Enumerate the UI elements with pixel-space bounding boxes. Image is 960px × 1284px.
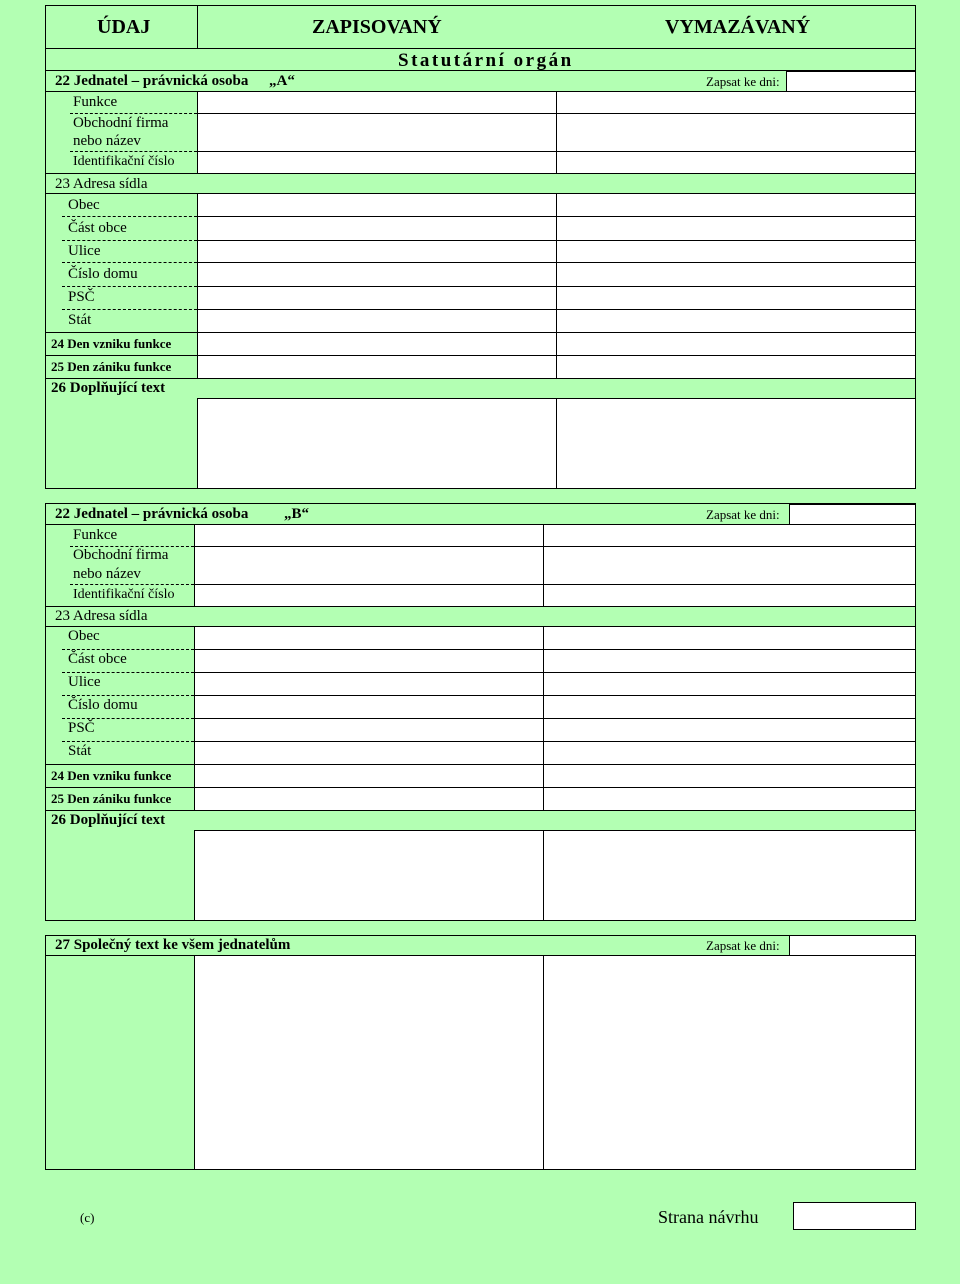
cislo-domu-vymazavany-field[interactable] (543, 695, 916, 719)
psc-vymazavany-field[interactable] (556, 286, 916, 310)
stat-label: Stát (68, 743, 92, 759)
funkce-vymazavany-field[interactable] (543, 524, 916, 547)
identifikacni-cislo-label: Identifikační číslo (73, 154, 175, 169)
obec-zapisovany-field[interactable] (194, 626, 544, 650)
spolecny-text-title: 27 Společný text ke všem jednatelům (55, 937, 291, 953)
zapsat-ke-dni-label: Zapsat ke dni: (706, 507, 780, 522)
stat-zapisovany-field[interactable] (197, 309, 557, 333)
den-vzniku-label: 24 Den vzniku funkce (51, 336, 172, 351)
stat-zapisovany-field[interactable] (194, 741, 544, 765)
obec-label: Obec (68, 628, 100, 644)
den-zaniku-zapisovany-field[interactable] (194, 787, 544, 811)
jednatel-a-title: 22 Jednatel – právnická osoba (55, 73, 249, 89)
ulice-vymazavany-field[interactable] (543, 672, 916, 696)
psc-label: PSČ (68, 720, 95, 736)
nebo-nazev-label: nebo název (73, 133, 141, 149)
den-vzniku-label: 24 Den vzniku funkce (51, 768, 172, 783)
doplnujici-text-zapisovany-field[interactable] (194, 830, 544, 921)
zapsat-ke-dni-a-field[interactable] (786, 71, 916, 92)
doplnujici-text-zapisovany-field[interactable] (197, 398, 557, 489)
spolecny-text-vymazavany-field[interactable] (543, 955, 916, 1170)
ulice-label: Ulice (68, 243, 101, 259)
cislo-domu-zapisovany-field[interactable] (197, 262, 557, 287)
ulice-label: Ulice (68, 674, 101, 690)
obchodni-firma-label: Obchodní firma (73, 115, 169, 131)
column-header-zapisovany: ZAPISOVANÝ (312, 16, 442, 38)
obchodni-firma-zapisovany-field[interactable] (194, 546, 544, 585)
cislo-domu-label: Číslo domu (68, 697, 138, 713)
jednatel-a-tag: „A“ (269, 73, 295, 89)
cast-obce-vymazavany-field[interactable] (556, 216, 916, 241)
cast-obce-zapisovany-field[interactable] (197, 216, 557, 241)
stat-vymazavany-field[interactable] (556, 309, 916, 333)
obec-vymazavany-field[interactable] (556, 193, 916, 217)
zapsat-ke-dni-label: Zapsat ke dni: (706, 938, 780, 953)
cislo-domu-vymazavany-field[interactable] (556, 262, 916, 287)
den-zaniku-vymazavany-field[interactable] (543, 787, 916, 811)
doplnujici-text-label: 26 Doplňující text (51, 812, 166, 828)
obec-label: Obec (68, 197, 100, 213)
doplnujici-text-label: 26 Doplňující text (51, 380, 166, 396)
spolecny-text-zapisovany-field[interactable] (194, 955, 544, 1170)
ulice-vymazavany-field[interactable] (556, 240, 916, 263)
obchodni-firma-vymazavany-field[interactable] (543, 546, 916, 585)
nebo-nazev-label: nebo název (73, 566, 141, 582)
section-title: Statutární orgán (398, 50, 574, 71)
cislo-domu-label: Číslo domu (68, 266, 138, 282)
zapsat-ke-dni-c-field[interactable] (789, 935, 916, 956)
ic-vymazavany-field[interactable] (556, 151, 916, 174)
funkce-zapisovany-field[interactable] (194, 524, 544, 547)
psc-vymazavany-field[interactable] (543, 718, 916, 742)
column-header-vymazavany: VYMAZÁVANÝ (665, 16, 811, 38)
ic-vymazavany-field[interactable] (543, 584, 916, 607)
obchodni-firma-label: Obchodní firma (73, 547, 169, 563)
den-zaniku-zapisovany-field[interactable] (197, 355, 557, 379)
jednatel-b-tag: „B“ (284, 506, 310, 522)
ulice-zapisovany-field[interactable] (194, 672, 544, 696)
den-vzniku-zapisovany-field[interactable] (194, 764, 544, 788)
copyright-mark: (c) (80, 1210, 95, 1225)
strana-navrhu-label: Strana návrhu (658, 1207, 759, 1227)
zapsat-ke-dni-b-field[interactable] (789, 504, 916, 525)
adresa-sidla-label: 23 Adresa sídla (55, 608, 148, 624)
adresa-sidla-label: 23 Adresa sídla (55, 176, 148, 192)
obec-zapisovany-field[interactable] (197, 193, 557, 217)
den-vzniku-zapisovany-field[interactable] (197, 332, 557, 356)
ic-zapisovany-field[interactable] (194, 584, 544, 607)
funkce-vymazavany-field[interactable] (556, 91, 916, 114)
strana-navrhu-field[interactable] (793, 1202, 916, 1230)
psc-label: PSČ (68, 289, 95, 305)
den-vzniku-vymazavany-field[interactable] (556, 332, 916, 356)
funkce-label: Funkce (73, 527, 118, 543)
cast-obce-label: Část obce (68, 651, 127, 667)
stat-label: Stát (68, 312, 92, 328)
obchodni-firma-zapisovany-field[interactable] (197, 113, 557, 152)
zapsat-ke-dni-label: Zapsat ke dni: (706, 74, 780, 89)
psc-zapisovany-field[interactable] (197, 286, 557, 310)
cast-obce-vymazavany-field[interactable] (543, 649, 916, 673)
doplnujici-text-vymazavany-field[interactable] (543, 830, 916, 921)
ulice-zapisovany-field[interactable] (197, 240, 557, 263)
doplnujici-text-vymazavany-field[interactable] (556, 398, 916, 489)
cast-obce-label: Část obce (68, 220, 127, 236)
ic-zapisovany-field[interactable] (197, 151, 557, 174)
funkce-zapisovany-field[interactable] (197, 91, 557, 114)
cast-obce-zapisovany-field[interactable] (194, 649, 544, 673)
den-vzniku-vymazavany-field[interactable] (543, 764, 916, 788)
stat-vymazavany-field[interactable] (543, 741, 916, 765)
obec-vymazavany-field[interactable] (543, 626, 916, 650)
jednatel-b-title: 22 Jednatel – právnická osoba (55, 506, 249, 522)
column-header-udaj: ÚDAJ (97, 16, 151, 38)
den-zaniku-label: 25 Den zániku funkce (51, 791, 172, 806)
funkce-label: Funkce (73, 94, 118, 110)
cislo-domu-zapisovany-field[interactable] (194, 695, 544, 719)
identifikacni-cislo-label: Identifikační číslo (73, 587, 175, 602)
psc-zapisovany-field[interactable] (194, 718, 544, 742)
den-zaniku-vymazavany-field[interactable] (556, 355, 916, 379)
obchodni-firma-vymazavany-field[interactable] (556, 113, 916, 152)
den-zaniku-label: 25 Den zániku funkce (51, 359, 172, 374)
